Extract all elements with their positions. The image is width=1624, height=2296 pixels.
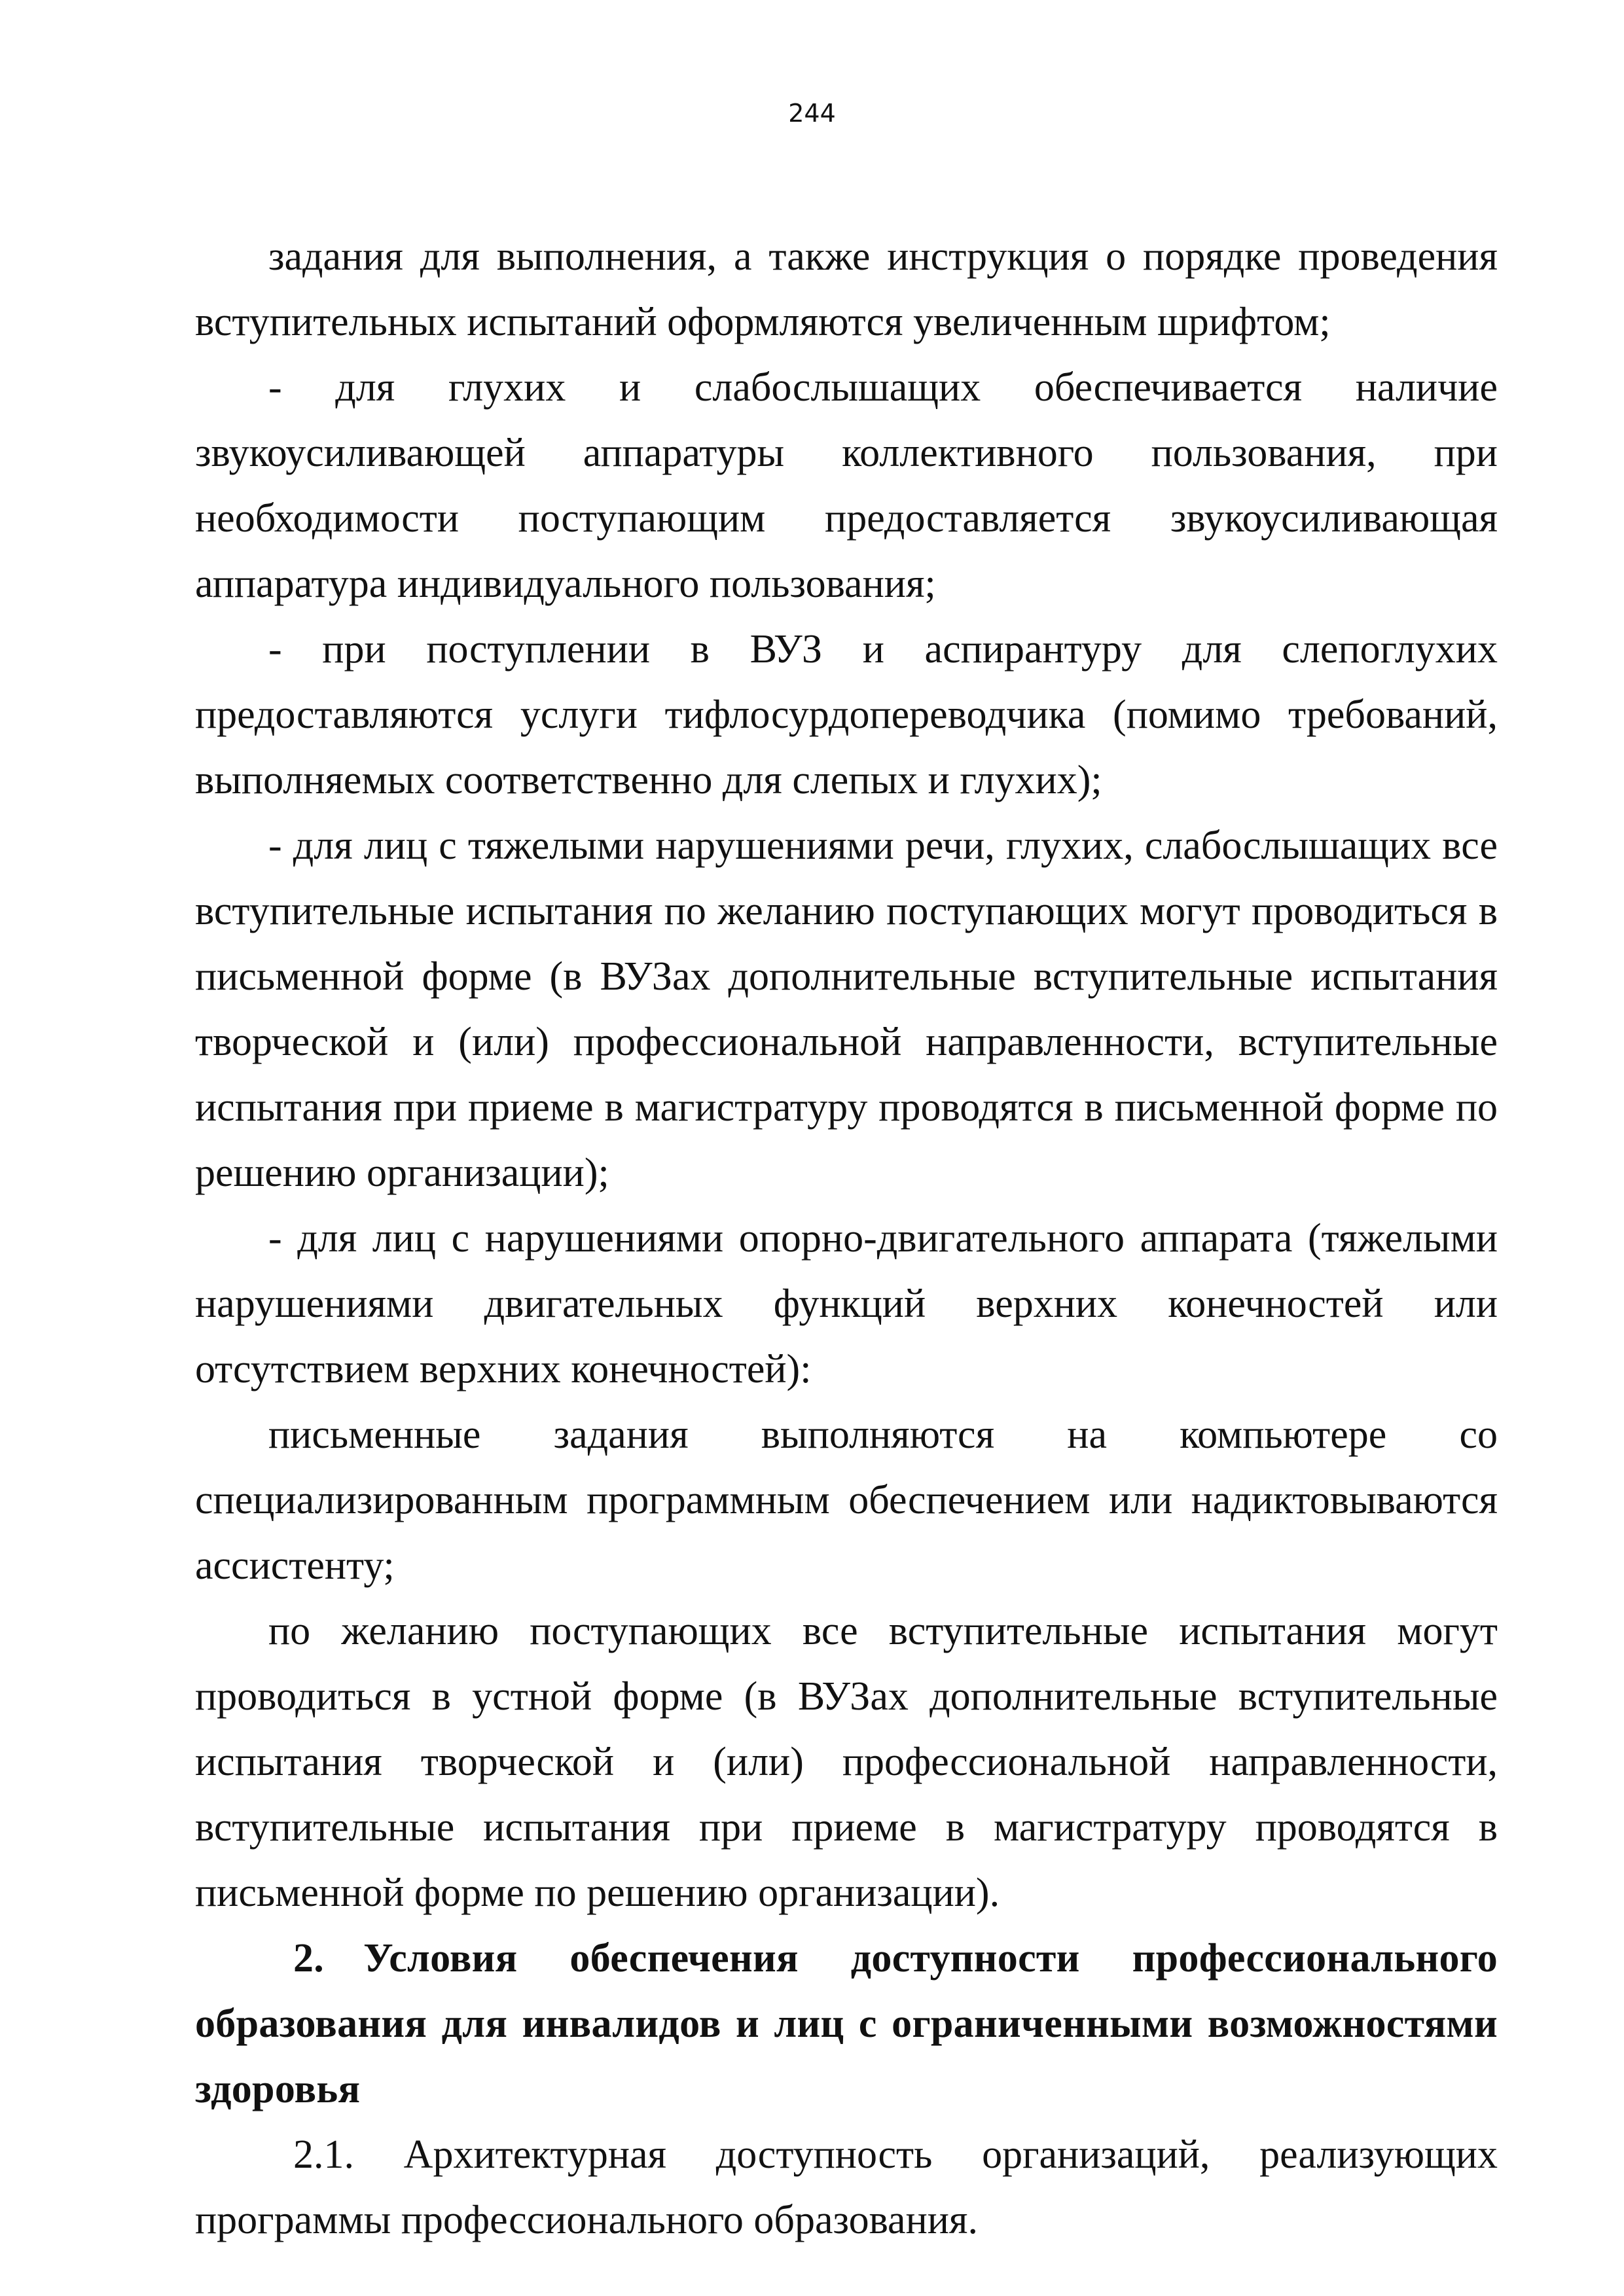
section-number: 2. xyxy=(293,1936,325,1981)
section-title: Условия обеспечения доступности профессионального образования для инвалидов и лиц с ограниченными возможностями здоровья xyxy=(195,1936,1498,2111)
subsection-paragraph: 2.1. Архитектурная доступность организаций, реализующих программы профессионального образования. xyxy=(195,2132,1498,2242)
paragraph: - для лиц с тяжелыми нарушениями речи, глухих, слабослышащих все вступительные испытания по желанию поступающих могут проводиться в письменной форме (в ВУЗах дополнительные вступительные испытания творческой и (или) профессиональной направленности, вступительные испытания при приеме в магистратуру проводятся в письменной форме по решению организации); xyxy=(195,823,1498,1195)
section-heading xyxy=(195,1926,1498,2122)
paragraph: - для глухих и слабослышащих обеспечивается наличие звукоусиливающей аппаратуры коллективного пользования, при необходимости поступающим предоставляется звукоусиливающая аппаратура индивидуального пользования; xyxy=(195,365,1498,606)
paragraph: задания для выполнения, а также инструкция о порядке проведения вступительных испытаний оформляются увеличенным шрифтом; xyxy=(195,234,1498,344)
paragraph: - при поступлении в ВУЗ и аспирантуру для слепоглухих предоставляются услуги тифлосурдопереводчика (помимо требований, выполняемых соответственно для слепых и глухих); xyxy=(195,627,1498,802)
paragraph: письменные задания выполняются на компьютере со специализированным программным обеспечением или надиктовываются ассистенту; xyxy=(195,1412,1498,1588)
paragraph: - для лиц с нарушениями опорно-двигательного аппарата (тяжелыми нарушениями двигательных функций верхних конечностей или отсутствием верхних конечностей): xyxy=(195,1216,1498,1391)
body-text xyxy=(195,224,1498,2253)
page-number: 244 xyxy=(788,99,836,128)
paragraph: по желанию поступающих все вступительные испытания могут проводиться в устной форме (в ВУЗах дополнительные вступительные испытания творческой и (или) профессиональной направленности, вступительные испытания при приеме в магистратуру проводятся в письменной форме по решению организации). xyxy=(195,1609,1498,1915)
